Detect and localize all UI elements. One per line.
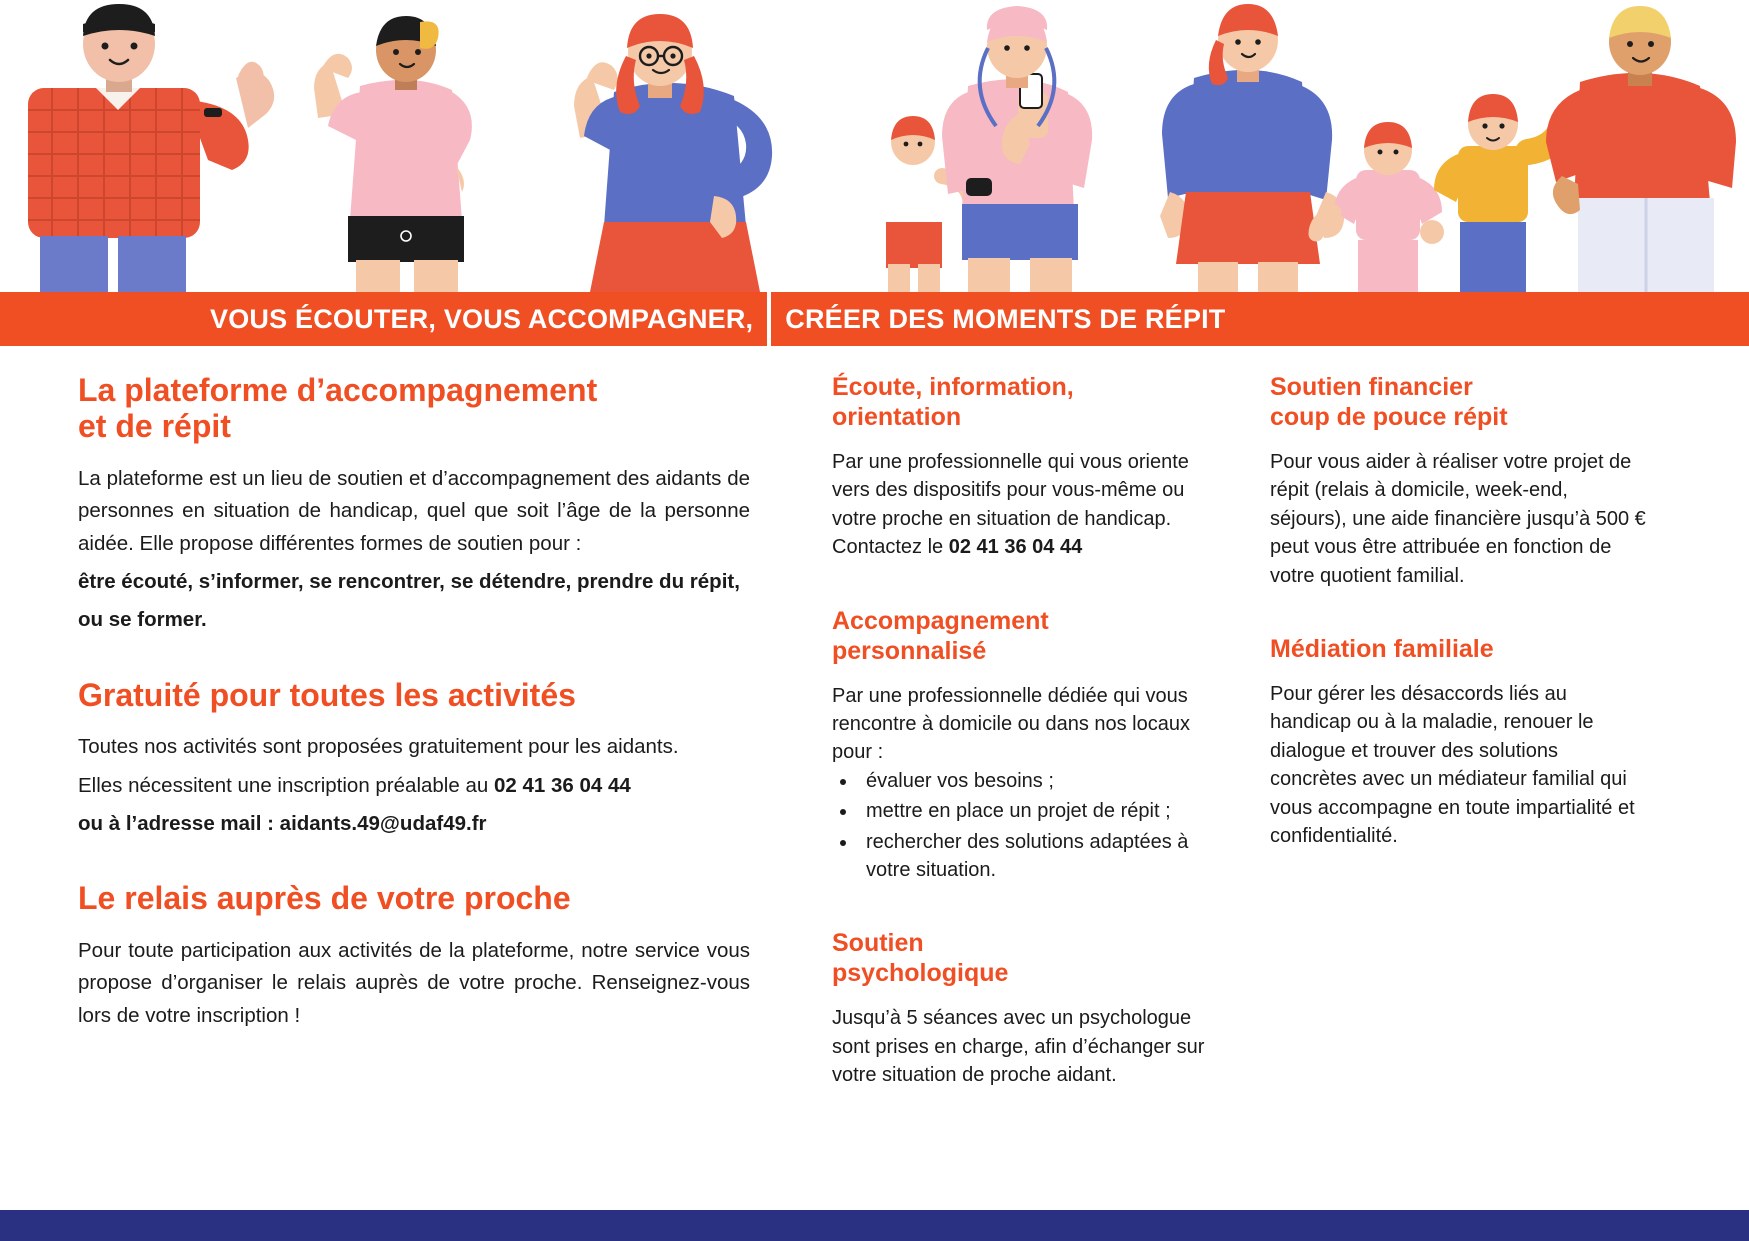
mediation-body: Pour gérer les désaccords liés au handicap ou à la maladie, renouer le dialogue et trouver des solutions concrètes avec un médiateur familial qui vous accompagne en toute impartialité et confidentialité.	[1270, 682, 1635, 847]
block-title-soutien-financier-line2: coup de pouce répit	[1270, 403, 1508, 431]
list-item: • évaluer vos besoins ;	[858, 767, 1210, 795]
block-title-soutien-financier	[1270, 372, 1650, 432]
block-title-soutien-psy-line2: psychologique	[832, 959, 1009, 988]
plateforme-paragraph-bold1: être écouté, s’informer, se rencontrer, se détendre, prendre du répit,	[78, 570, 740, 594]
people-illustration	[0, 0, 1749, 292]
column-middle	[810, 372, 1230, 1186]
section-title-plateforme	[78, 372, 750, 445]
relais-paragraph: Pour toute participation aux activités de la plateforme, notre service vous propose d’organiser le relais auprès de votre proche. Renseignez-vous lors de votre inscription !	[78, 938, 750, 1027]
ecoute-contact	[832, 533, 1210, 561]
block-title-soutien-psy	[832, 928, 1210, 988]
plateforme-paragraph: La plateforme est un lieu de soutien et d’accompagnement des aidants de personnes en situation de handicap, quel que soit l’âge de la personne aidée. Elle propose différentes formes de soutien pour :	[78, 466, 750, 555]
ecoute-contact-prefix: Contactez le	[832, 536, 949, 559]
block-title-ecoute-line2: orientation	[832, 403, 962, 431]
block-title-accompagnement	[832, 606, 1210, 666]
ecoute-contact-phone: 02 41 36 04 44	[948, 536, 1083, 559]
block-title-soutien-psy-line1: Soutien	[832, 929, 924, 958]
gratuite-line1: Toutes nos activités sont proposées gratuitement pour les aidants.	[78, 735, 679, 759]
banner-divider	[767, 292, 771, 346]
footer-bar	[0, 1210, 1749, 1241]
column-left	[0, 372, 810, 1186]
banner-headline-left: VOUS ÉCOUTER, VOUS ACCOMPAGNER,	[210, 303, 754, 334]
column-right	[1230, 372, 1680, 1186]
banner-headline-right: CRÉER DES MOMENTS DE RÉPIT	[785, 303, 1226, 334]
ecoute-body: Par une professionnelle qui vous oriente vers des dispositifs pour vous-même ou votre proche en situation de handicap.	[832, 451, 1189, 530]
content-area	[0, 346, 1749, 1186]
soutien-financier-body: Pour vous aider à réaliser votre projet de répit (relais à domicile, week-end, séjours), une aide financière jusqu’à 500 € peut vous être attribuée en fonction de votre quotient familial.	[1270, 451, 1646, 587]
gratuite-line2-prefix: Elles nécessitent une inscription préalable au	[78, 773, 494, 797]
section-title-plateforme-line1: La plateforme d’accompagnement	[78, 372, 598, 408]
illustration-band	[0, 0, 1749, 292]
soutien-psy-body: Jusqu’à 5 séances avec un psychologue sont prises en charge, afin d’échanger sur votre situation de proche aidant.	[832, 1007, 1205, 1087]
list-item: • mettre en place un projet de répit ;	[858, 797, 1210, 825]
plateforme-paragraph-bold2: ou se former.	[78, 608, 207, 632]
section-title-plateforme-line2: et de répit	[78, 408, 231, 445]
headline-banner	[0, 292, 1749, 346]
accompagnement-body: Par une professionnelle dédiée qui vous rencontre à domicile ou dans nos locaux pour :	[832, 684, 1190, 764]
block-title-ecoute-line1: Écoute, information,	[832, 373, 1074, 401]
block-title-accompagnement-line1: Accompagnement	[832, 606, 1049, 635]
block-title-mediation: Médiation familiale	[1270, 634, 1494, 663]
block-title-ecoute	[832, 372, 1210, 432]
list-item: • rechercher des solutions adaptées à votre situation.	[858, 828, 1210, 885]
gratuite-phone: 02 41 36 04 44	[493, 773, 631, 797]
gratuite-email-line: ou à l’adresse mail : aidants.49@udaf49.fr	[78, 812, 487, 836]
block-title-soutien-financier-line1: Soutien financier	[1270, 373, 1473, 401]
section-title-relais: Le relais auprès de votre proche	[78, 880, 571, 917]
block-title-accompagnement-line2: personnalisé	[832, 636, 987, 665]
section-title-gratuite: Gratuité pour toutes les activités	[78, 676, 576, 713]
gratuite-line2	[78, 770, 750, 802]
accompagnement-bullets	[832, 767, 1210, 885]
